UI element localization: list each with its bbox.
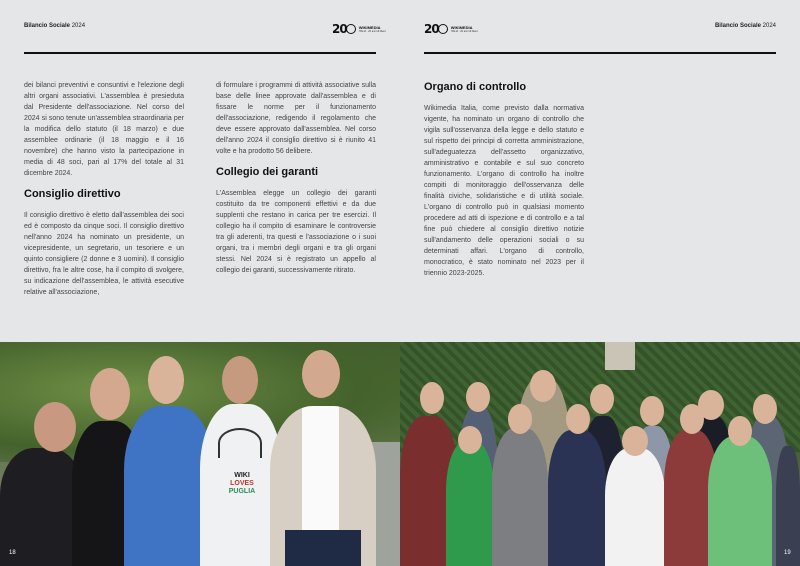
consiglio-direttivo-paragraph: Il consiglio direttivo è eletto dall'assemblea dei soci ed è composto da cinque soci. Il consiglio direttivo nell'anno 2024 ha nominato un presidente, un vicepresidente, un segretario, un tesoriere e un quinto consigliere (2 donne e 3 uomini). Il consiglio direttivo, fra le altre cose, ha il compito di svolgere, su indicazione dell'assemblea, le attività esecutive relative all'associazione, — [24, 212, 184, 296]
logo-subtitle: ITALIA · 20 anni di libero — [450, 29, 478, 33]
wikimedia-logo — [424, 23, 478, 35]
person-front-4-head — [566, 404, 590, 434]
person-back-2-head — [530, 370, 556, 402]
person-front-2-head — [458, 426, 482, 454]
person-front-6-head — [680, 404, 704, 434]
person-front-7-head — [728, 416, 752, 446]
group-photo — [400, 342, 800, 566]
person-front-5 — [605, 448, 665, 566]
left-column-2 — [216, 80, 376, 284]
right-column-1 — [424, 80, 584, 287]
wikimedia-globe-icon — [438, 24, 448, 34]
header-divider — [24, 52, 376, 54]
header-year: 2024 — [762, 23, 776, 29]
person-front-1-head — [420, 382, 444, 414]
person-5-trousers — [285, 530, 361, 566]
person-back-1-head — [466, 382, 490, 412]
header-title — [24, 23, 85, 29]
person-front-3 — [492, 428, 548, 566]
shirt-text — [222, 472, 262, 496]
logo-number: 20 — [332, 22, 347, 36]
person-4-head — [222, 356, 258, 404]
header-divider — [424, 52, 776, 54]
trulli-logo-icon — [218, 428, 262, 458]
logo-text — [359, 26, 386, 33]
person-5-head — [302, 350, 340, 398]
shirt-text-puglia: PUGLIA — [228, 488, 256, 495]
person-back-3-head — [590, 384, 614, 414]
left-column-1 — [24, 80, 184, 306]
person-2-head — [90, 368, 130, 420]
person-front-5-head — [622, 426, 648, 456]
consiglio-continuation-paragraph: di formulare i programmi di attività associative sulla base delle linee approvate dall'assemblea e di fissare le norme per il funzionamento dell'associazione, redigendo il regolamento che deve essere approvato dall'assemblea. Nel corso dell'anno 2024 il consiglio direttivo si è riunito 41 volte e ha prodotto 56 delibere. — [216, 82, 376, 155]
person-1-head — [34, 402, 76, 452]
board-members-photo — [0, 342, 400, 566]
wikimedia-globe-icon — [346, 24, 356, 34]
statue — [605, 342, 635, 370]
logo-text — [451, 26, 478, 33]
header-title-text: Bilancio Sociale — [714, 23, 761, 29]
logo-brand: WIKIMEDIA — [358, 24, 381, 30]
person-back-4-head — [640, 396, 664, 426]
person-front-4 — [548, 430, 606, 566]
header-year: 2024 — [71, 23, 86, 29]
header-title — [715, 23, 776, 29]
section-heading-collegio-garanti: Collegio dei garanti — [216, 166, 319, 178]
page-number: 19 — [784, 550, 791, 556]
person-front-7 — [708, 436, 772, 566]
person-front-3-head — [508, 404, 532, 434]
person-3-head — [148, 356, 184, 404]
assemblea-paragraph: dei bilanci preventivi e consuntivi e l'elezione degli altri organi associativi. L'assemblea è presieduta dal Presidente dell'associazione. Nel corso del 2024 si sono tenute un'assemblea straordinaria per la modifica dello statuto (il 18 marzo) e due assemblee ordinarie (il 18 maggio e il 16 novembre) che hanno visto la partecipazione in media di 48 soci, pari al 17% del totale al 31 dicembre 2024. — [24, 82, 184, 177]
page-number: 18 — [9, 550, 16, 556]
person-front-2 — [446, 441, 494, 566]
shirt-text-loves: LOVES — [230, 480, 254, 487]
logo-brand: WIKIMEDIA — [450, 24, 473, 30]
wikimedia-logo — [332, 23, 386, 35]
person-back-6-head — [753, 394, 777, 424]
organo-controllo-paragraph: Wikimedia Italia, come previsto dalla normativa vigente, ha nominato un organo di controllo che vigila sull'osservanza della legge e dello statuto e sul rispetto dei principi di corretta amministrazione, sull'adeguatezza dell'assetto organizzativo, amministrativo e contabile e sul suo concreto funzionamento. L'organo di controllo ha inoltre compiti di monitoraggio dell'osservanza delle finalità civiche, solidaristiche e di utilità sociale. L'organo di controllo può in qualsiasi momento procedere ad atti di ispezione e di controllo e a tal fine può chiedere al consiglio direttivo notizie sull'andamento delle operazioni sociali o su determinati affari. L'organo di controllo, monocratico, è stato nominato nel 2023 per il triennio 2023-2025. — [424, 105, 584, 277]
collegio-garanti-paragraph: L'Assemblea elegge un collegio dei garanti costituito da tre componenti effettivi e da due supplenti che restano in carica per tre esercizi. Il collegio ha il compito di esaminare le controversie tra gli aderenti, tra questi e l'associazione o i suoi organi, tra i membri degli organi e tra gli organi stessi. Nel 2024 si è registrato un appello al collegio dei garanti, successivamente ritirato. — [216, 190, 376, 274]
header-title-text: Bilancio Sociale — [24, 23, 71, 29]
section-heading-consiglio-direttivo: Consiglio direttivo — [24, 188, 121, 200]
person-front-8 — [776, 446, 800, 566]
section-heading-organo-controllo: Organo di controllo — [424, 81, 527, 93]
logo-number: 20 — [424, 22, 439, 36]
logo-subtitle: ITALIA · 20 anni di libero — [358, 29, 386, 33]
shirt-text-wiki: WIKI — [234, 472, 250, 479]
